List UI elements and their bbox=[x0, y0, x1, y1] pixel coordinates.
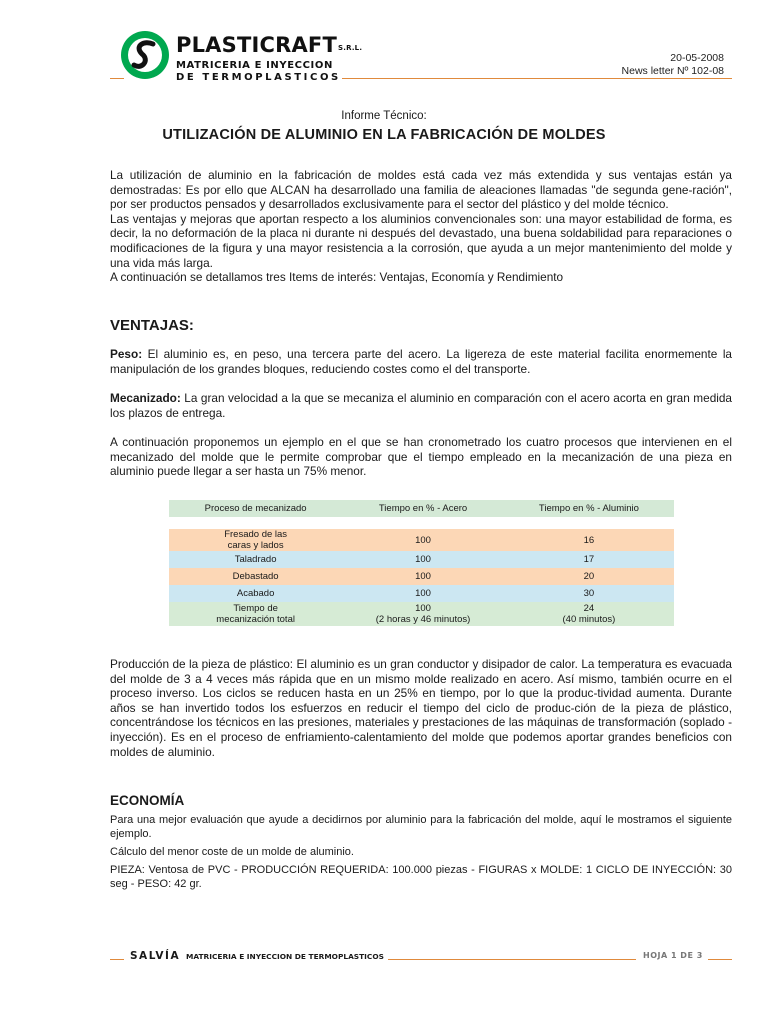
table-header-row bbox=[169, 500, 674, 517]
page-header bbox=[110, 26, 732, 86]
table-cell: Acabado bbox=[169, 585, 342, 602]
table-cell: 20 bbox=[504, 568, 674, 585]
table-row bbox=[169, 551, 674, 568]
page-footer bbox=[110, 950, 732, 964]
table-cell: 100 bbox=[342, 585, 504, 602]
table-header: Proceso de mecanizado bbox=[169, 500, 342, 517]
table-cell: Debastado bbox=[169, 568, 342, 585]
economia-heading: ECONOMÍA bbox=[110, 793, 185, 808]
footer-divider bbox=[388, 959, 636, 960]
footer-accent-tick bbox=[110, 959, 124, 960]
economia-paragraph-1: Para una mejor evaluación que ayude a decidirnos por aluminio para la fabricación del molde, aquí le mostramos el siguiente ejemplo. bbox=[110, 814, 732, 840]
table-cell: Taladrado bbox=[169, 551, 342, 568]
footer-brand: SALVÍA bbox=[130, 950, 181, 962]
mecanizado-paragraph bbox=[110, 391, 732, 420]
example-paragraph: A continuación proponemos un ejemplo en el que se han cronometrado los cuatro procesos que intervienen en el mecanizado del molde que le permite comprobar que el tiempo empleado en la mecanización de una pieza en aluminio puede llegar a ser hasta un 75% menor. bbox=[110, 435, 732, 479]
table-cell: 24 (40 minutos) bbox=[504, 602, 674, 626]
intro-paragraph-2: Las ventajas y mejoras que aportan respecto a los aluminios convencionales son: una mayor estabilidad de forma, es decir, la no deformación de la placa ni durante ni después del devastado, una buena soldabilidad para reparaciones o modificaciones de la figura y una mayor resistencia a la corrosión, que ayuda a un mejor mantenimiento del molde y una vida más larga. bbox=[110, 211, 732, 270]
brand-block bbox=[176, 34, 362, 84]
footer-subtitle: MATRICERIA E INYECCION DE TERMOPLASTICOS bbox=[186, 952, 384, 961]
peso-paragraph bbox=[110, 347, 732, 376]
table-header: Tiempo en % - Aluminio bbox=[504, 500, 674, 517]
brand-suffix: S.R.L. bbox=[338, 44, 363, 52]
intro-section bbox=[110, 168, 732, 285]
table-cell: Tiempo de mecanización total bbox=[169, 602, 342, 626]
table-row-total bbox=[169, 602, 674, 626]
mecanizado-text: La gran velocidad a la que se mecaniza el aluminio en comparación con el acero acorta en gran medida los plazos de entrega. bbox=[110, 391, 732, 420]
brand-line1: MATRICERIA E INYECCION bbox=[176, 60, 333, 71]
ventajas-heading: VENTAJAS: bbox=[110, 317, 194, 334]
brand-name: PLASTICRAFTS.R.L. bbox=[176, 33, 363, 57]
table-cell: 100 bbox=[342, 551, 504, 568]
newsletter-date: 20-05-2008 bbox=[670, 52, 724, 64]
report-title: UTILIZACIÓN DE ALUMINIO EN LA FABRICACIÓN DE MOLDES bbox=[162, 127, 606, 143]
mecanizado-label: Mecanizado: bbox=[110, 391, 181, 405]
header-divider bbox=[342, 78, 732, 79]
table-cell: 30 bbox=[504, 585, 674, 602]
table-cell: 100 bbox=[342, 529, 504, 551]
plasticraft-logo-icon bbox=[120, 30, 170, 80]
table-cell: 100 (2 horas y 46 minutos) bbox=[342, 602, 504, 626]
table-row bbox=[169, 529, 674, 551]
economia-paragraph-2: Cálculo del menor coste de un molde de aluminio. bbox=[110, 846, 354, 858]
table-row bbox=[169, 585, 674, 602]
produccion-paragraph: Producción de la pieza de plástico: El aluminio es un gran conductor y disipador de calor. La temperatura es evacuada del molde de 3 a 4 veces más rápida que en un mismo molde realizado en acero. Así mismo, también ocurre en el proceso inverso. Los ciclos se reducen hasta en un 25% en tiempo, por lo que la produc-tividad aumenta. Durante años se han invertido todos los esfuerzos en reducir el tiempo del ciclo de produc-ción de la pieza de plástico, concentrándose los técnicos en las presiones, materiales y prestaciones de las máquinas de transformación (soplado - inyección). Es en el proceso de enfriamiento-calentamiento del molde que podemos aportar grandes beneficios con moldes de aluminio. bbox=[110, 657, 732, 759]
intro-paragraph-3: A continuación se detallamos tres Items de interés: Ventajas, Economía y Rendimiento bbox=[110, 270, 564, 285]
header-accent-tick bbox=[110, 78, 124, 79]
peso-text: El aluminio es, en peso, una tercera parte del acero. La ligereza de este material facilita enormemente la manipulación de los grandes bloques, reduciendo costes como el del transporte. bbox=[110, 347, 732, 376]
economia-section bbox=[110, 813, 732, 895]
table-cell: 17 bbox=[504, 551, 674, 568]
economia-paragraph-3: PIEZA: Ventosa de PVC - PRODUCCIÓN REQUERIDA: 100.000 piezas - FIGURAS x MOLDE: 1 CICLO DE INYECCIÓN: 30 seg - PESO: 42 gr. bbox=[110, 864, 732, 890]
table-header: Tiempo en % - Acero bbox=[342, 500, 504, 517]
table-cell: 100 bbox=[342, 568, 504, 585]
newsletter-meta bbox=[622, 52, 724, 78]
footer-divider-end bbox=[708, 959, 732, 960]
report-subtitle: Informe Técnico: bbox=[341, 110, 427, 122]
page-number: HOJA 1 DE 3 bbox=[643, 951, 703, 960]
intro-paragraph-1: La utilización de aluminio en la fabricación de moldes está cada vez más extendida y sus ventajas están ya demostradas: Es por ello que ALCAN ha desarrollado una familia de aleaciones llamadas "de segunda gene-ración", por ser productos pensados y desarrollados exclusivamente para el sector del plástico y del molde técnico. bbox=[110, 168, 732, 212]
table-row bbox=[169, 568, 674, 585]
newsletter-number: News letter Nº 102-08 bbox=[621, 65, 724, 77]
table-spacer bbox=[169, 517, 674, 529]
peso-label: Peso: bbox=[110, 347, 143, 361]
machining-table bbox=[169, 500, 674, 626]
table-cell: 16 bbox=[504, 529, 674, 551]
brand-line2: DE TERMOPLASTICOS bbox=[176, 72, 341, 83]
table-cell: Fresado de las caras y lados bbox=[169, 529, 342, 551]
